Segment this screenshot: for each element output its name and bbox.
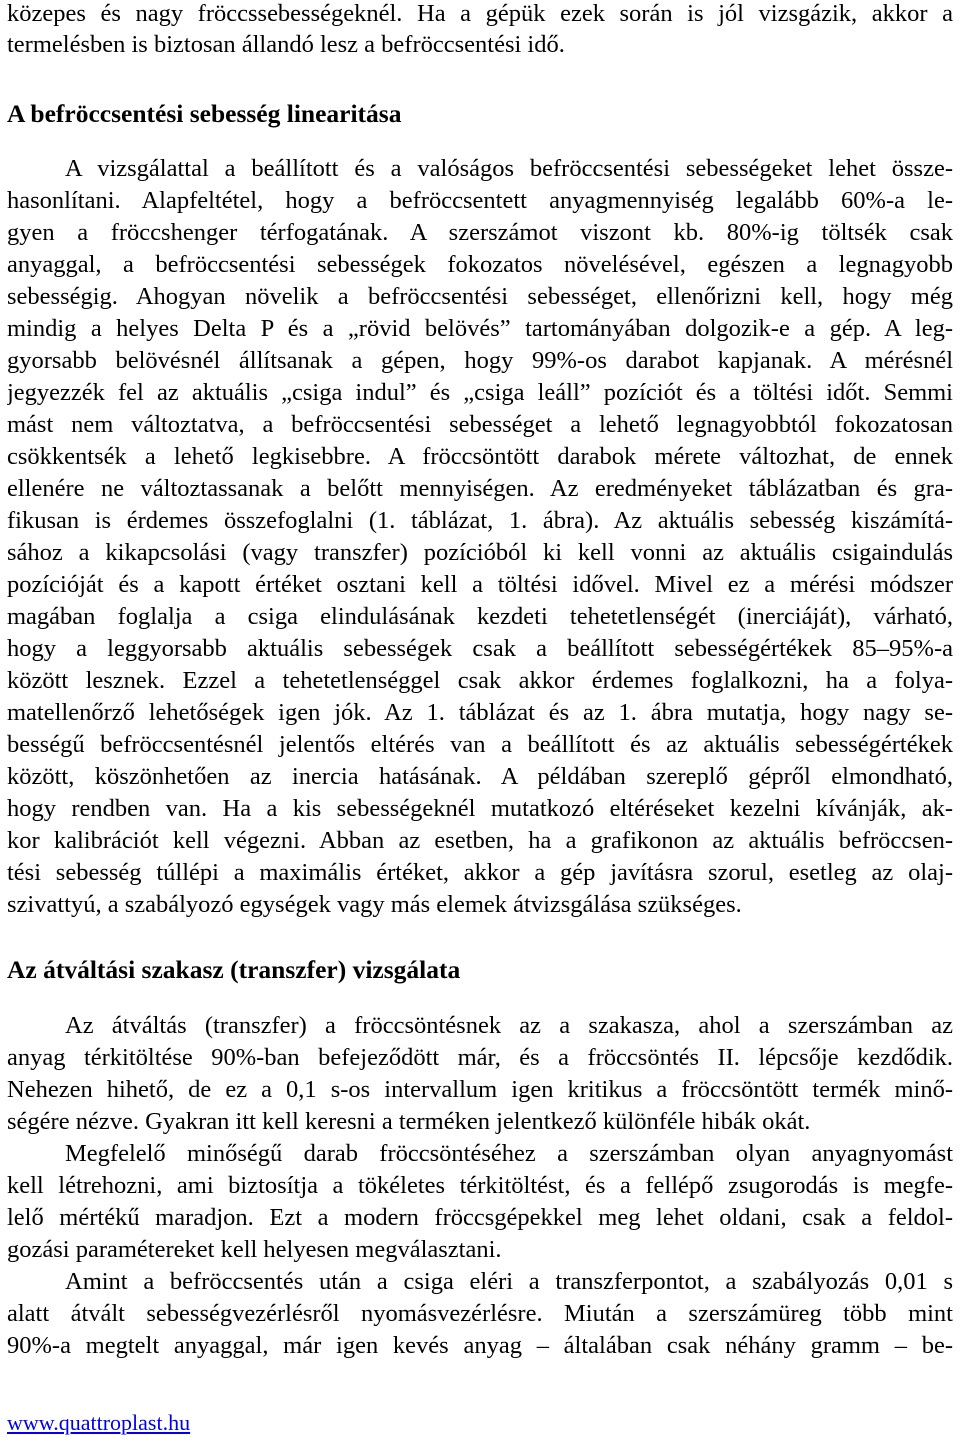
paragraph-line: sebességig. Ahogyan növelik a befröccsentési sebességet, ellenőrizni kell, hogy még xyxy=(7,283,953,310)
paragraph-line: jegyezzék fel az aktuális „csiga indul” és „csiga leáll” pozíciót és a töltési időt. Semmi xyxy=(7,379,953,406)
paragraph-line: Megfelelő minőségű darab fröccsöntéséhez a szerszámban olyan anyagnyomást xyxy=(65,1140,953,1167)
paragraph-line: között, köszönhetően az inercia hatásának. A példában szereplő gépről elmondható, xyxy=(7,763,953,790)
paragraph-line: alatt átvált sebességvezérlésről nyomásvezérlésre. Miután a szerszámüreg több mint xyxy=(7,1300,953,1327)
paragraph-line: mást nem változtatva, a befröccsentési sebességet a lehető legnagyobbtól fokozatosan xyxy=(7,411,953,438)
paragraph-line: kor kalibrációt kell végezni. Abban az esetben, ha a grafikonon az aktuális befröccsen- xyxy=(7,827,953,854)
paragraph-line: kell létrehozni, ami biztosítja a tökéletes térkitöltést, és a fellépő zsugorodás is megfe- xyxy=(7,1172,953,1199)
paragraph-line: tési sebesség túllépi a maximális értéket, akkor a gép javításra szorul, esetleg az olaj- xyxy=(7,859,953,886)
paragraph-line: Nehezen hihető, de ez a 0,1 s-os intervallum igen kritikus a fröccsöntött termék minő- xyxy=(7,1076,953,1103)
paragraph-line: bességű befröccsentésnél jelentős eltérés van a beállított és az aktuális sebességértékek xyxy=(7,731,953,758)
paragraph-line: gozási paramétereket kell helyesen megválasztani. xyxy=(7,1236,502,1263)
footer-website-link[interactable]: www.quattroplast.hu xyxy=(7,1410,191,1435)
paragraph-line: között lesznek. Ezzel a tehetetlenséggel csak akkor érdemes foglalkozni, ha a folya- xyxy=(7,667,953,694)
paragraph-line: anyag térkitöltése 90%-ban befejeződött már, és a fröccsöntés II. lépcsője kezdődik. xyxy=(7,1044,953,1071)
paragraph-line: matellenőrző lehetőségek igen jók. Az 1. táblázat és az 1. ábra mutatja, hogy nagy se- xyxy=(7,699,953,726)
section-heading-linearity: A befröccsentési sebesség linearitása xyxy=(7,99,402,128)
paragraph-line: fikusan is érdemes összefoglalni (1. táblázat, 1. ábra). Az aktuális sebesség kiszámítá- xyxy=(7,507,953,534)
paragraph-line: 90%-a megtelt anyaggal, már igen kevés anyag – általában csak néhány gramm – be- xyxy=(7,1332,953,1359)
paragraph-line: ellenére ne változtassanak a belőtt mennyiségen. Az eredményeket táblázatban és gra- xyxy=(7,475,953,502)
paragraph-line: ségére nézve. Gyakran itt kell keresni a terméken jelentkező különféle hibák okát. xyxy=(7,1108,811,1135)
paragraph-line: A vizsgálattal a beállított és a valóságos befröccsentési sebességeket lehet össze- xyxy=(65,155,953,182)
paragraph-line: Amint a befröccsentés után a csiga eléri a transzferpontot, a szabályozás 0,01 s xyxy=(65,1268,953,1295)
paragraph-line: csökkentsék a lehető legkisebbre. A fröccsöntött darabok mérete változhat, de ennek xyxy=(7,443,953,470)
section-heading-transfer: Az átváltási szakasz (transzfer) vizsgálata xyxy=(7,955,461,984)
paragraph-line: pozícióját és a kapott értéket osztani kell a töltési idővel. Mivel ez a mérési módszer xyxy=(7,571,953,598)
paragraph-line: sához a kikapcsolási (vagy transzfer) pozícióból ki kell vonni az aktuális csigaindulás xyxy=(7,539,953,566)
paragraph-line: hogy rendben van. Ha a kis sebességeknél mutatkozó eltéréseket kezelni kívánják, ak- xyxy=(7,795,953,822)
paragraph-line: termelésben is biztosan állandó lesz a befröccsentési idő. xyxy=(7,31,565,58)
paragraph-line: gyen a fröccshenger térfogatának. A szerszámot viszont kb. 80%-ig töltsék csak xyxy=(7,219,953,246)
paragraph-line: közepes és nagy fröccssebességeknél. Ha a gépük ezek során is jól vizsgázik, akkor a xyxy=(7,0,953,27)
paragraph-line: gyorsabb belövésnél állítsanak a gépen, hogy 99%-os darabot kapjanak. A mérésnél xyxy=(7,347,953,374)
paragraph-line: magában foglalja a csiga elindulásának kezdeti tehetetlenségét (inerciáját), várható, xyxy=(7,603,953,630)
paragraph-line: hogy a leggyorsabb aktuális sebességek csak a beállított sebességértékek 85–95%-a xyxy=(7,635,953,662)
paragraph-line: mindig a helyes Delta P és a „rövid belövés” tartományában dolgozik-e a gép. A leg- xyxy=(7,315,953,342)
paragraph-line: anyaggal, a befröccsentési sebességek fokozatos növelésével, egészen a legnagyobb xyxy=(7,251,953,278)
paragraph-line: lelő mértékű maradjon. Ezt a modern fröccsgépekkel meg lehet oldani, csak a feldol- xyxy=(7,1204,953,1231)
paragraph-line: Az átváltás (transzfer) a fröccsöntésnek az a szakasza, ahol a szerszámban az xyxy=(65,1012,953,1039)
paragraph-line: hasonlítani. Alapfeltétel, hogy a befröccsentett anyagmennyiség legalább 60%-a le- xyxy=(7,187,953,214)
paragraph-line: szivattyú, a szabályozó egységek vagy más elemek átvizsgálása szükséges. xyxy=(7,891,742,918)
